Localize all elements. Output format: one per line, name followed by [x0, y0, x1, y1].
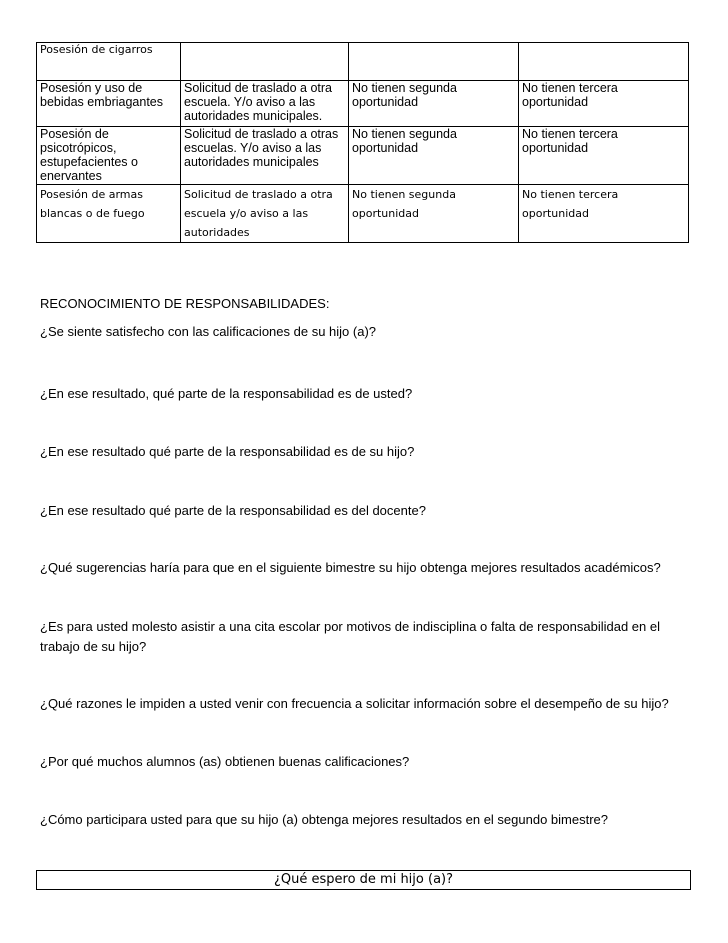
table-cell: No tienen tercera oportunidad: [519, 127, 689, 185]
question-text: ¿En ese resultado, qué parte de la responsabilidad es de usted?: [40, 386, 413, 401]
table-row: [37, 127, 689, 185]
table-cell: Solicitud de traslado a otras escuelas. Y/o aviso a las autoridades municipales: [181, 127, 349, 185]
table-cell: [349, 43, 519, 81]
question-text: ¿Por qué muchos alumnos (as) obtienen buenas calificaciones?: [40, 754, 410, 769]
table-cell: No tienen tercera oportunidad: [519, 81, 689, 127]
table-row: [37, 185, 689, 243]
question-text: ¿En ese resultado qué parte de la responsabilidad es del docente?: [40, 503, 426, 518]
table-row: [37, 81, 689, 127]
table-cell: No tienen segunda oportunidad: [349, 81, 519, 127]
table-cell: Posesión de cigarros: [37, 43, 181, 81]
question-text: ¿Se siente satisfecho con las calificaciones de su hijo (a)?: [40, 324, 377, 339]
table-cell: Solicitud de traslado a otra escuela y/o aviso a las autoridades: [181, 185, 349, 243]
table-cell: Posesión de armas blancas o de fuego: [37, 185, 181, 243]
table-cell: Solicitud de traslado a otra escuela. Y/o aviso a las autoridades municipales.: [181, 81, 349, 127]
question-text: ¿Qué sugerencias haría para que en el siguiente bimestre su hijo obtenga mejores resultados académicos?: [40, 560, 661, 575]
question-text: ¿Es para usted molesto asistir a una cita escolar por motivos de indisciplina o falta de responsabilidad en el trabajo de su hijo?: [40, 619, 661, 654]
table-cell: No tienen segunda oportunidad: [349, 185, 519, 243]
table-cell: [519, 43, 689, 81]
table-cell: No tienen segunda oportunidad: [349, 127, 519, 185]
table-row: [37, 43, 689, 81]
table-cell: [181, 43, 349, 81]
question-text: ¿Cómo participara usted para que su hijo (a) obtenga mejores resultados en el segundo bimestre?: [40, 812, 608, 827]
table-cell: No tienen tercera oportunidad: [519, 185, 689, 243]
sanctions-table: [36, 42, 689, 243]
question-text: ¿Qué razones le impiden a usted venir con frecuencia a solicitar información sobre el desempeño de su hijo?: [40, 696, 669, 711]
section-title: RECONOCIMIENTO DE RESPONSABILIDADES:: [40, 296, 330, 311]
table-cell: Posesión de psicotrópicos, estupefacientes o enervantes: [37, 127, 181, 185]
expectations-box: ¿Qué espero de mi hijo (a)?: [36, 870, 691, 890]
question-text: ¿En ese resultado qué parte de la responsabilidad es de su hijo?: [40, 444, 415, 459]
table-cell: Posesión y uso de bebidas embriagantes: [37, 81, 181, 127]
